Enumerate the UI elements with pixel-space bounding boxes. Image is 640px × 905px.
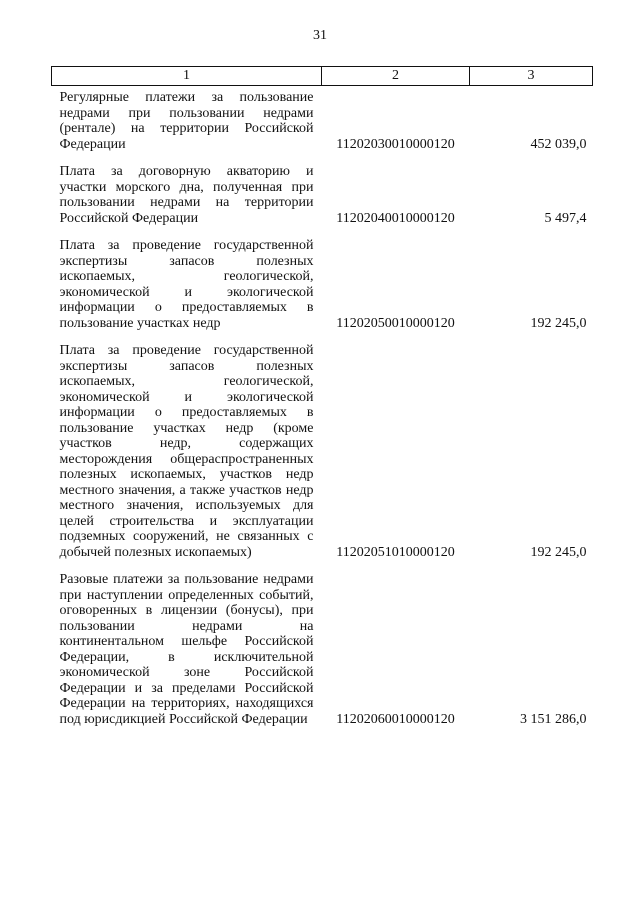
table-row xyxy=(52,339,593,560)
row-amount: 3 151 286,0 xyxy=(520,711,587,727)
table-row xyxy=(52,160,593,226)
row-code: 11202050010000120 xyxy=(336,315,455,331)
row-description: Регулярные платежи за пользование недрами при пользовании недрами (рентале) на территории Российской Федерации xyxy=(59,90,314,152)
page-number: 31 xyxy=(313,28,327,43)
header-col-1: 1 xyxy=(52,67,322,86)
table-row xyxy=(52,234,593,331)
row-amount: 5 497,4 xyxy=(544,210,587,226)
header-col-3: 3 xyxy=(470,67,593,86)
row-description: Плата за проведение государственной экспертизы запасов полезных ископаемых, геологической, экономической и экологической информации о предоставляемых в пользование участках недр xyxy=(59,238,314,331)
budget-table xyxy=(51,66,593,727)
row-amount: 452 039,0 xyxy=(530,136,587,152)
row-code: 11202040010000120 xyxy=(336,210,455,226)
row-amount: 192 245,0 xyxy=(530,315,587,331)
row-code: 11202051010000120 xyxy=(336,544,455,560)
row-code: 11202030010000120 xyxy=(336,136,455,152)
row-description: Разовые платежи за пользование недрами при наступлении определенных событий, оговоренных в лицензии (бонусы), при пользовании недрами на континентальном шельфе Российской Федерации, в исключительной экономической зоне Российской Федерации и за пределами Российской Федерации на территориях, находящихся под юрисдикцией Российской Федерации xyxy=(59,572,314,727)
row-description: Плата за проведение государственной экспертизы запасов полезных ископаемых, геологической, экономической и экологической информации о предоставляемых в пользование участках недр (кроме участков недр, содержащих месторождения общераспространенных полезных ископаемых, участков недр местного значения, а также участков недр местного значения, используемых для целей строительства и эксплуатации подземных сооружений, не связанных с добычей полезных ископаемых) xyxy=(59,343,314,560)
row-description: Плата за договорную акваторию и участки морского дна, полученная при пользовании недрами на территории Российской Федерации xyxy=(59,164,314,226)
row-amount: 192 245,0 xyxy=(530,544,587,560)
row-code: 11202060010000120 xyxy=(336,711,455,727)
header-col-2: 2 xyxy=(322,67,470,86)
table-header-row xyxy=(52,67,593,86)
table-row xyxy=(52,568,593,727)
table-row xyxy=(52,86,593,153)
